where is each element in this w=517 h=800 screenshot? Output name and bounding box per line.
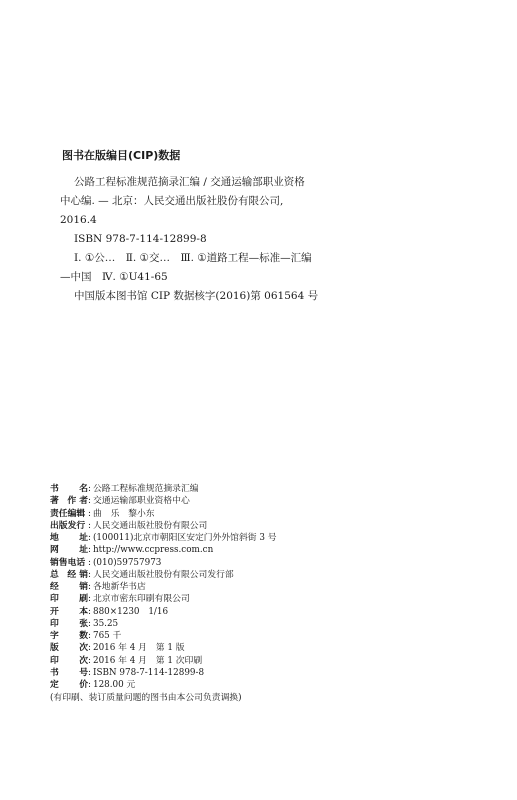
info-value: 35.25	[92, 618, 119, 629]
cip-line-publisher: 中心编. — 北京：人民交通出版社股份有限公司,	[60, 195, 284, 207]
info-value: 各地新华书店	[92, 582, 146, 592]
quality-note: (有印刷、装订质量问题的图书由本公司负责调换)	[50, 693, 242, 704]
info-row-editor: 责任编辑 : 曲 乐 黎小东	[50, 508, 155, 519]
info-row-general-distributor: 总 经 销 : 人民交通出版社股份有限公司发行部	[50, 569, 234, 580]
info-row-printing: 印 次 : 2016 年 4 月 第 1 次印刷	[50, 655, 203, 666]
info-row-website: 网 址 : http://www.ccpress.com.cn	[50, 545, 214, 556]
info-row-address: 地 址 : (100011)北京市朝阳区安定门外外馆斜街 3 号	[50, 533, 277, 543]
info-value: ISBN 978-7-114-12899-8	[92, 667, 205, 678]
info-value: 人民交通出版社股份有限公司	[92, 520, 208, 531]
cip-line-record-number: 中国版本图书馆 CIP 数据核字(2016)第 061564 号	[74, 290, 319, 302]
info-value: 880×1230 1/16	[92, 606, 169, 617]
cip-block	[60, 146, 480, 306]
info-row-sales-phone: 销售电话 : (010)59757973	[50, 557, 162, 568]
cip-line-classification-cont: —中国 Ⅳ. ①U41-65	[60, 271, 168, 283]
info-row-title: 书 名 : 公路工程标准规范摘录汇编	[50, 484, 199, 494]
info-value: 人民交通出版社股份有限公司发行部	[92, 569, 234, 580]
info-row-sheets: 印 张 : 35.25	[50, 618, 119, 629]
info-value: (100011)北京市朝阳区安定门外外馆斜街 3 号	[92, 533, 277, 543]
info-value: 公路工程标准规范摘录汇编	[92, 484, 199, 494]
info-value: 2016 年 4 月 第 1 版	[92, 643, 185, 654]
info-value: 北京市密东印刷有限公司	[92, 594, 190, 605]
publication-info	[50, 483, 490, 705]
info-value: 2016 年 4 月 第 1 次印刷	[92, 655, 203, 666]
info-row-isbn: 书 号 : ISBN 978-7-114-12899-8	[50, 667, 205, 678]
cip-heading: 图书在版编目(CIP)数据	[62, 149, 181, 162]
info-value: 128.00 元	[92, 680, 136, 690]
info-value: 交通运输部职业资格中心	[92, 496, 190, 507]
cip-line-classification: Ⅰ. ①公… Ⅱ. ①交… Ⅲ. ①道路工程—标准—汇编	[74, 252, 312, 264]
info-row-distributor: 经 销 : 各地新华书店	[50, 582, 146, 592]
info-value: http://www.ccpress.com.cn	[92, 545, 214, 556]
info-value: 765 千	[92, 631, 122, 641]
info-row-printer: 印 刷 : 北京市密东印刷有限公司	[50, 594, 190, 605]
info-row-format: 开 本 : 880×1230 1/16	[50, 606, 169, 617]
info-row-price: 定 价 : 128.00 元	[50, 680, 136, 690]
cip-line-isbn: ISBN 978-7-114-12899-8	[74, 233, 207, 245]
info-row-author: 著 作 者 : 交通运输部职业资格中心	[50, 496, 190, 507]
info-value: 曲 乐 黎小东	[92, 508, 155, 519]
info-value: (010)59757973	[92, 557, 162, 568]
info-row-word-count: 字 数 : 765 千	[50, 631, 122, 641]
cip-line-title: 公路工程标准规范摘录汇编 / 交通运输部职业资格	[74, 176, 305, 188]
cip-line-date: 2016.4	[60, 214, 97, 226]
info-row-publisher: 出版发行 : 人民交通出版社股份有限公司	[50, 520, 208, 531]
info-row-edition: 版 次 : 2016 年 4 月 第 1 版	[50, 643, 185, 654]
